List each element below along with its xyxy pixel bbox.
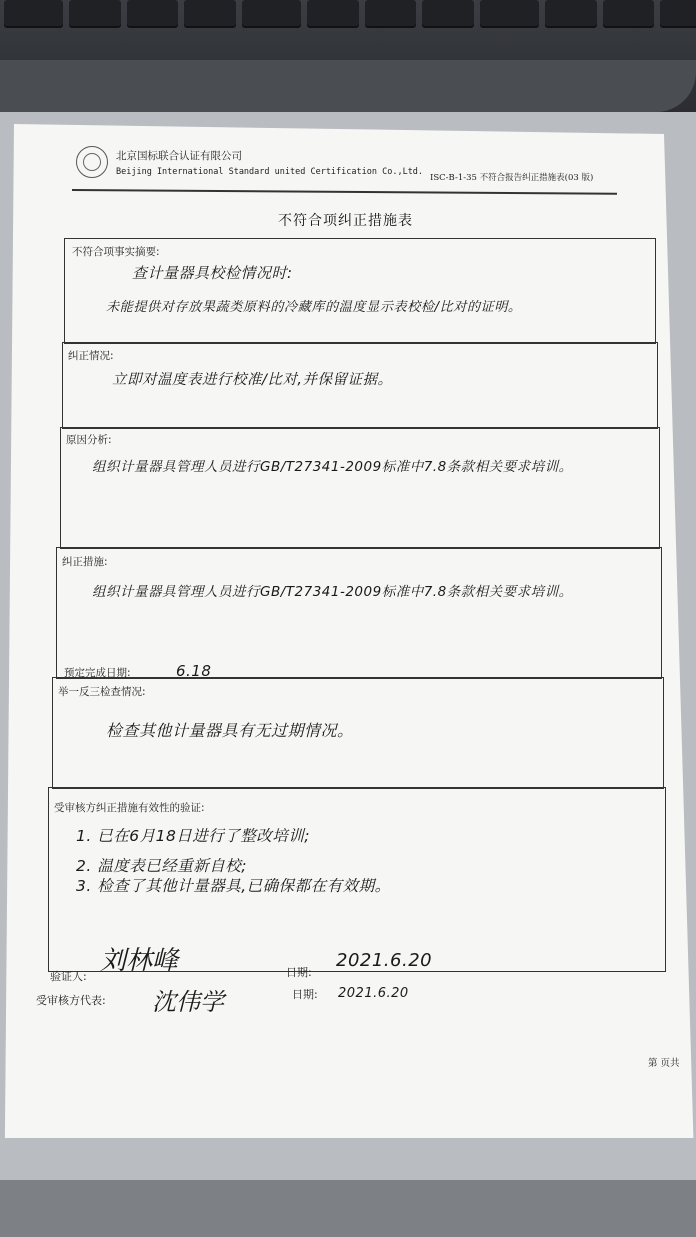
- measures-label: 纠正措施:: [62, 556, 108, 568]
- due-date-label: 预定完成日期:: [64, 667, 131, 679]
- verification-item-1: 1. 已在6月18日进行了整改培训;: [76, 827, 311, 845]
- extension-label: 举一反三检查情况:: [58, 686, 146, 698]
- auditee-label: 受审核方代表:: [36, 994, 106, 1007]
- keyboard: [0, 0, 696, 112]
- section-cause: [60, 427, 660, 549]
- verification-item-3: 3. 检查了其他计量器具,已确保都在有效期。: [76, 877, 391, 895]
- desk-shadow: [0, 1180, 696, 1237]
- verify-date-label: 日期:: [286, 966, 312, 979]
- extension-text: 检查其他计量器具有无过期情况。: [106, 721, 354, 740]
- cause-text: 组织计量器具管理人员进行GB/T27341-2009标准中7.8条款相关要求培训。: [92, 459, 573, 475]
- correction-text: 立即对温度表进行校准/比对,并保留证据。: [112, 372, 393, 388]
- auditee-signature: 沈伟学: [152, 988, 224, 1016]
- due-date-value: 6.18: [176, 662, 212, 680]
- cause-label: 原因分析:: [66, 434, 112, 446]
- auditee-date-label: 日期:: [292, 988, 318, 1001]
- verifier-signature: 刘林峰: [100, 946, 179, 976]
- verification-item-2: 2. 温度表已经重新自校;: [76, 857, 247, 875]
- correction-label: 纠正情况:: [68, 350, 114, 362]
- company-logo-icon: [76, 146, 108, 178]
- verify-date-value: 2021.6.20: [336, 950, 433, 971]
- verification-label: 受审核方纠正措施有效性的验证:: [54, 802, 205, 814]
- auditee-date-value: 2021.6.20: [338, 986, 409, 1001]
- section-measures: [56, 547, 662, 679]
- fact-label: 不符合项事实摘要:: [72, 246, 160, 258]
- measures-text: 组织计量器具管理人员进行GB/T27341-2009标准中7.8条款相关要求培训。: [92, 584, 573, 600]
- fact-text-2: 未能提供对存放果蔬类原料的冷藏库的温度显示表校检/比对的证明。: [106, 300, 522, 315]
- fact-text-1: 查计量器具校检情况时:: [132, 264, 293, 282]
- document-code: ISC-B-1-35 不符合报告纠正措施表(03 版): [430, 173, 594, 183]
- company-name-cn: 北京国标联合认证有限公司: [116, 150, 242, 162]
- page-number: 第 页共: [648, 1058, 680, 1069]
- form-title: 不符合项纠正措施表: [278, 213, 413, 229]
- company-name-en: Beijing International Standard united Certification Co.,Ltd.: [116, 167, 424, 177]
- verifier-label: 验证人:: [50, 970, 87, 983]
